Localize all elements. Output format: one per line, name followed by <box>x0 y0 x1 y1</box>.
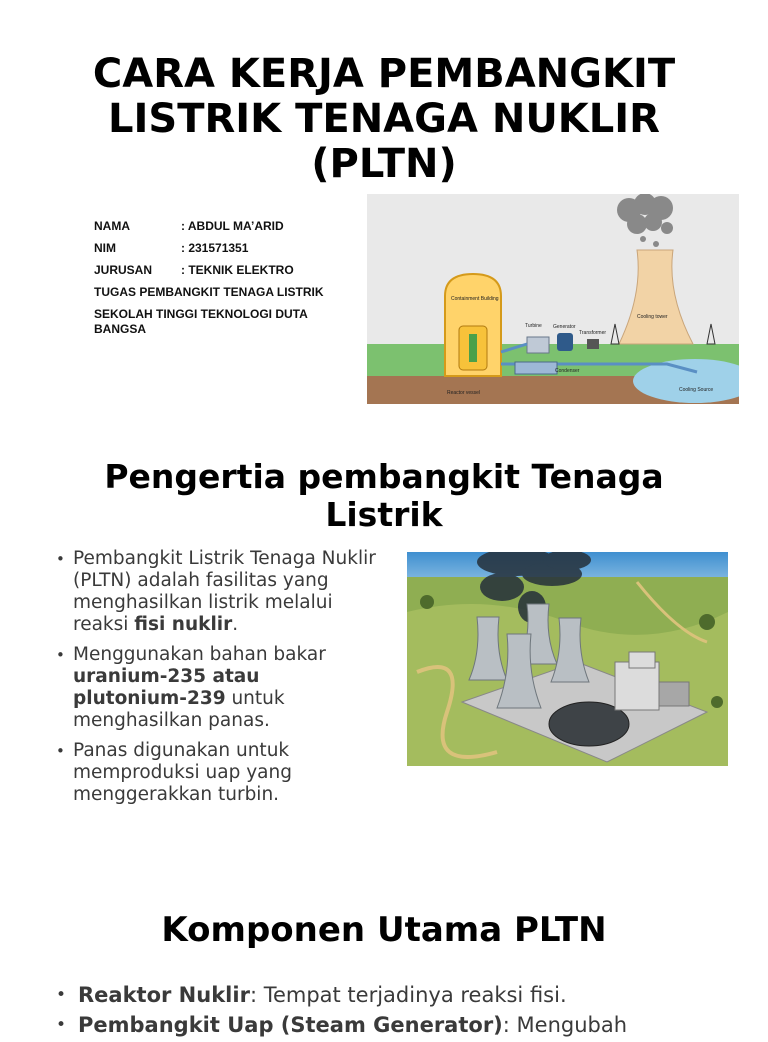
power-plant-3d-image <box>407 552 728 766</box>
nim-label: NIM <box>94 241 116 255</box>
label-transformer: Transformer <box>579 330 607 336</box>
label-containment: Containment Building <box>451 296 499 302</box>
list-item <box>56 982 736 1009</box>
jurusan-value: : TEKNIK ELEKTRO <box>181 263 294 277</box>
bullet-text: untuk menghasilkan panas. <box>73 688 285 731</box>
nim-value: : 231571351 <box>181 241 249 255</box>
component-desc: : Tempat terjadinya reaksi fisi. <box>249 983 567 1007</box>
label-condenser: Condenser <box>555 368 580 374</box>
pengertian-bullet-list <box>56 548 376 814</box>
list-item <box>56 644 376 732</box>
component-name: Pembangkit Uap (Steam Generator) <box>78 1013 503 1037</box>
component-desc: : Mengubah <box>502 1013 628 1037</box>
bullet-text: Panas digunakan untuk memproduksi uap yang menggerakkan turbin. <box>73 740 292 805</box>
section-heading-komponen: Komponen Utama PLTN <box>161 910 607 950</box>
component-name: Reaktor Nuklir <box>78 983 250 1007</box>
bullet-emphasis: fisi nuklir <box>134 614 233 635</box>
author-info <box>94 219 354 344</box>
bullet-text: . <box>232 614 239 635</box>
list-item <box>56 1012 736 1039</box>
label-generator: Generator <box>553 324 576 330</box>
page-title: CARA KERJA PEMBANGKIT LISTRIK TENAGA NUKLIR (PLTN) <box>92 51 676 187</box>
label-cooling-tower: Cooling tower <box>637 314 668 320</box>
nama-value: : ABDUL MA’ARID <box>181 219 284 233</box>
jurusan-label: JURUSAN <box>94 263 153 277</box>
bullet-text: Menggunakan bahan bakar <box>73 644 326 665</box>
course-line: TUGAS PEMBANGKIT TENAGA LISTRIK <box>94 285 324 299</box>
list-item <box>56 740 376 806</box>
label-reactor-vessel: Reactor vessel <box>447 390 481 396</box>
komponen-bullet-list <box>56 982 736 1042</box>
school-line: SEKOLAH TINGGI TEKNOLOGI DUTA BANGSA <box>94 307 308 336</box>
info-row-nama <box>94 219 354 241</box>
label-cooling-source: Cooling Source <box>679 387 714 393</box>
info-row-nim <box>94 241 354 263</box>
pltn-diagram-image <box>367 194 739 404</box>
bullet-emphasis: uranium-235 atau plutonium-239 <box>73 666 260 709</box>
list-item <box>56 548 376 636</box>
label-turbine: Turbine <box>525 323 542 329</box>
section-heading-pengertian: Pengertia pembangkit Tenaga Listrik <box>104 457 664 534</box>
bullet-text: Pembangkit Listrik Tenaga Nuklir (PLTN) adalah fasilitas yang menghasilkan listrik melalui reaksi <box>73 548 376 635</box>
info-row-jurusan <box>94 263 354 285</box>
nama-label: NAMA <box>94 219 130 233</box>
